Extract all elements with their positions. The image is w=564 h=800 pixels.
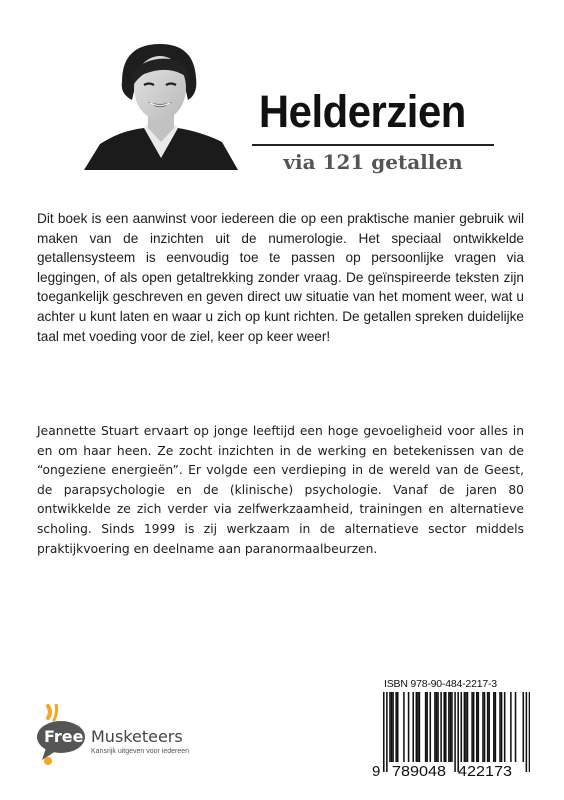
barcode-bar bbox=[515, 692, 517, 762]
barcode-bar bbox=[436, 692, 438, 762]
barcode-bar bbox=[419, 692, 421, 762]
barcode-bar bbox=[389, 692, 391, 762]
barcode-bar bbox=[484, 692, 486, 762]
isbn-label: ISBN 978-90-484-2217-3 bbox=[384, 678, 497, 690]
barcode-bar bbox=[417, 692, 419, 762]
barcode-bar bbox=[450, 692, 452, 762]
barcode-bar bbox=[510, 692, 512, 762]
barcode-bar bbox=[488, 692, 490, 762]
book-title: Helderzien bbox=[258, 86, 466, 137]
publisher-logo bbox=[34, 704, 224, 766]
barcode-bar bbox=[425, 692, 427, 762]
barcode-bar bbox=[471, 692, 473, 762]
barcode-bar bbox=[493, 692, 495, 762]
barcode-bar bbox=[476, 692, 478, 762]
barcode-bar bbox=[397, 692, 399, 762]
barcode-digits-left: 789048 bbox=[392, 763, 446, 778]
barcode-bar bbox=[403, 692, 405, 762]
barcode-bar bbox=[526, 692, 528, 772]
barcode-bar bbox=[440, 692, 442, 762]
barcode-bar bbox=[482, 692, 484, 762]
book-subtitle: via 121 getallen bbox=[283, 150, 463, 174]
logo-musketeers-text: Musketeers bbox=[91, 727, 183, 746]
barcode-bar bbox=[454, 692, 456, 772]
barcode-bar bbox=[395, 692, 397, 762]
barcode-bar bbox=[478, 692, 480, 762]
barcode-bar bbox=[467, 692, 469, 762]
barcode-bar bbox=[495, 692, 497, 762]
barcode-bar bbox=[434, 692, 436, 762]
barcode-bar bbox=[426, 692, 428, 762]
barcode-bar bbox=[529, 692, 530, 772]
barcode-bar bbox=[412, 692, 414, 762]
title-divider bbox=[252, 144, 494, 146]
publisher-tagline: Kansrijk uitgeven voor iedereen bbox=[91, 748, 190, 755]
barcode-bar bbox=[457, 692, 459, 772]
barcode-digits-right: 422173 bbox=[458, 763, 512, 778]
barcode-bar bbox=[391, 692, 393, 762]
barcode-bar bbox=[443, 692, 445, 762]
barcode-bar bbox=[392, 692, 394, 762]
barcode-bar bbox=[473, 692, 475, 762]
barcode-bar bbox=[464, 692, 466, 762]
isbn-barcode bbox=[370, 690, 530, 778]
barcode-digit-first: 9 bbox=[372, 763, 381, 778]
barcode-bar bbox=[416, 692, 418, 762]
author-portrait bbox=[82, 38, 240, 170]
barcode-bar bbox=[445, 692, 447, 762]
barcode-bar bbox=[430, 692, 432, 762]
barcode-bar bbox=[523, 692, 525, 762]
barcode-bar bbox=[487, 692, 489, 762]
barcode-bar bbox=[501, 692, 503, 762]
blurb-paragraph-author: Jeannette Stuart ervaart op jonge leeftijd een hoge gevoeligheid voor alles in en om haar heen. Ze zocht inzichten in de werking en betekenissen van de “ongeziene energieën”. Er volgde een verdieping in de wereld van de Geest, de parapsychologie en de (klinische) psychologie. Vanaf de jaren 80 ontwikkelde ze zich verder via zelfwerkzaamheid, trainingen en alternatieve scholing. Sinds 1999 is zij werkzaam in de alternatieve sector middels praktijkvoering en deelname aan paranormaalbeurzen. bbox=[37, 424, 524, 556]
barcode-bar bbox=[451, 692, 453, 762]
barcode-bar bbox=[386, 692, 388, 772]
barcode-bar bbox=[465, 692, 467, 762]
logo-free-text: Free bbox=[44, 727, 84, 746]
barcode-bar bbox=[383, 692, 385, 772]
barcode-bar bbox=[499, 692, 501, 762]
barcode-bar bbox=[437, 692, 439, 762]
blurb-paragraph-book: Dit boek is een aanwinst voor iedereen die op een praktische manier gebruik wil maken van de inzichten uit de numerologie. Het speciaal ontwikkelde getallensysteem is eenvoudig toe te passen op persoonlijke vragen via leggingen, of als open getaltrekking zonder vraag. De geïnspireerde teksten zijn toegankelijk geschreven en geven direct uw situatie van het moment weer, wat u achter u kunt laten en waar u zich op kunt richten. De getallen spreken duidelijke taal met voeding voor de ziel, keer op keer weer! bbox=[37, 211, 524, 344]
barcode-bar bbox=[448, 692, 450, 762]
barcode-bar bbox=[504, 692, 506, 762]
barcode-bar bbox=[408, 692, 410, 762]
barcode-bar bbox=[461, 692, 463, 762]
